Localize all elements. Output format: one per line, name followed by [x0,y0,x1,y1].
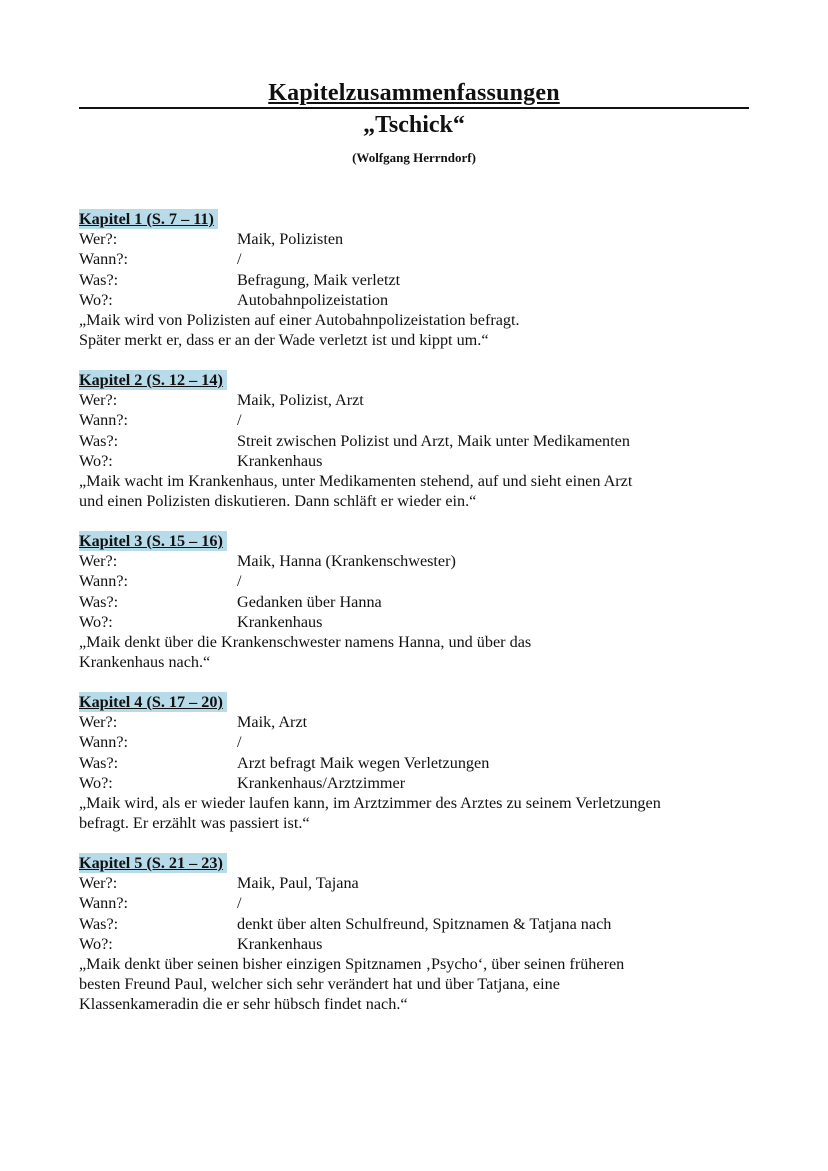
who-value: Maik, Polizisten [237,230,344,249]
chapter-5 [79,853,759,1015]
who-row [79,390,759,410]
who-label: Wer?: [79,391,118,410]
chapter-1 [79,209,759,350]
where-label: Wo?: [79,612,113,631]
chapter-3 [79,531,759,672]
chapter-heading: Kapitel 3 (S. 15 – 16) [79,531,227,551]
chapter-summary: „Maik wacht im Krankenhaus, unter Medikamenten stehend, auf und sieht einen Arzt und einen Polizisten diskutieren. Dann schläft er wieder ein.“ [79,472,633,511]
when-label: Wann?: [79,894,129,913]
who-value: Maik, Paul, Tajana [237,874,359,893]
what-row [79,592,759,612]
when-row [79,732,759,752]
what-row [79,270,759,290]
where-row [79,451,759,471]
when-row [79,893,759,913]
who-label: Wer?: [79,874,118,893]
chapter-heading: Kapitel 4 (S. 17 – 20) [79,692,227,712]
when-label: Wann?: [79,733,129,752]
chapter-heading: Kapitel 2 (S. 12 – 14) [79,370,227,390]
chapter-summary: „Maik denkt über die Krankenschwester namens Hanna, und über das Krankenhaus nach.“ [79,633,532,672]
who-value: Maik, Polizist, Arzt [237,391,364,410]
what-value: Arzt befragt Maik wegen Verletzungen [237,753,490,772]
document-author: (Wolfgang Herrndorf) [352,150,476,165]
who-row [79,229,759,249]
where-value: Krankenhaus [237,451,323,470]
what-value: Befragung, Maik verletzt [237,270,401,289]
what-label: Was?: [79,592,119,611]
who-row [79,873,759,893]
what-row [79,431,759,451]
who-label: Wer?: [79,552,118,571]
where-value: Autobahnpolizeistation [237,290,389,309]
document-subtitle: „Tschick“ [363,112,465,138]
what-value: Streit zwischen Polizist und Arzt, Maik unter Medikamenten [237,431,630,450]
who-value: Maik, Arzt [237,713,308,732]
when-value: / [237,733,242,752]
when-value: / [237,411,242,430]
what-row [79,753,759,773]
what-value: denkt über alten Schulfreund, Spitznamen & Tatjana nach [237,914,612,933]
what-label: Was?: [79,270,119,289]
title-rule [79,80,749,109]
chapter-summary: „Maik denkt über seinen bisher einzigen Spitznamen ‚Psycho‘, über seinen früheren besten Freund Paul, welcher sich sehr verändert hat und über Tatjana, eine Klassenkameradin die er sehr hübsch findet nach.“ [79,955,625,1014]
when-row [79,571,759,591]
where-label: Wo?: [79,290,113,309]
chapter-4 [79,692,759,833]
who-value: Maik, Hanna (Krankenschwester) [237,552,456,571]
where-label: Wo?: [79,773,113,792]
what-label: Was?: [79,753,119,772]
what-label: Was?: [79,914,119,933]
where-label: Wo?: [79,451,113,470]
when-row [79,410,759,430]
where-row [79,290,759,310]
who-row [79,712,759,732]
who-row [79,551,759,571]
when-value: / [237,894,242,913]
chapter-summary: „Maik wird, als er wieder laufen kann, im Arztzimmer des Arztes zu seinem Verletzungen befragt. Er erzählt was passiert ist.“ [79,794,661,833]
when-value: / [237,572,242,591]
when-row [79,249,759,269]
where-row [79,934,759,954]
when-label: Wann?: [79,411,129,430]
when-label: Wann?: [79,250,129,269]
when-label: Wann?: [79,572,129,591]
where-value: Krankenhaus [237,934,323,953]
where-label: Wo?: [79,934,113,953]
what-label: Was?: [79,431,119,450]
chapter-2 [79,370,759,511]
where-value: Krankenhaus [237,612,323,631]
where-row [79,773,759,793]
what-value: Gedanken über Hanna [237,592,382,611]
chapter-heading: Kapitel 1 (S. 7 – 11) [79,209,218,229]
who-label: Wer?: [79,713,118,732]
what-row [79,914,759,934]
document-title: Kapitelzusammenfassungen [268,80,560,106]
when-value: / [237,250,242,269]
where-row [79,612,759,632]
chapter-summary: „Maik wird von Polizisten auf einer Autobahnpolizeistation befragt. Später merkt er, dass er an der Wade verletzt ist und kippt um.“ [79,311,520,350]
where-value: Krankenhaus/Arztzimmer [237,773,406,792]
chapter-heading: Kapitel 5 (S. 21 – 23) [79,853,227,873]
who-label: Wer?: [79,230,118,249]
